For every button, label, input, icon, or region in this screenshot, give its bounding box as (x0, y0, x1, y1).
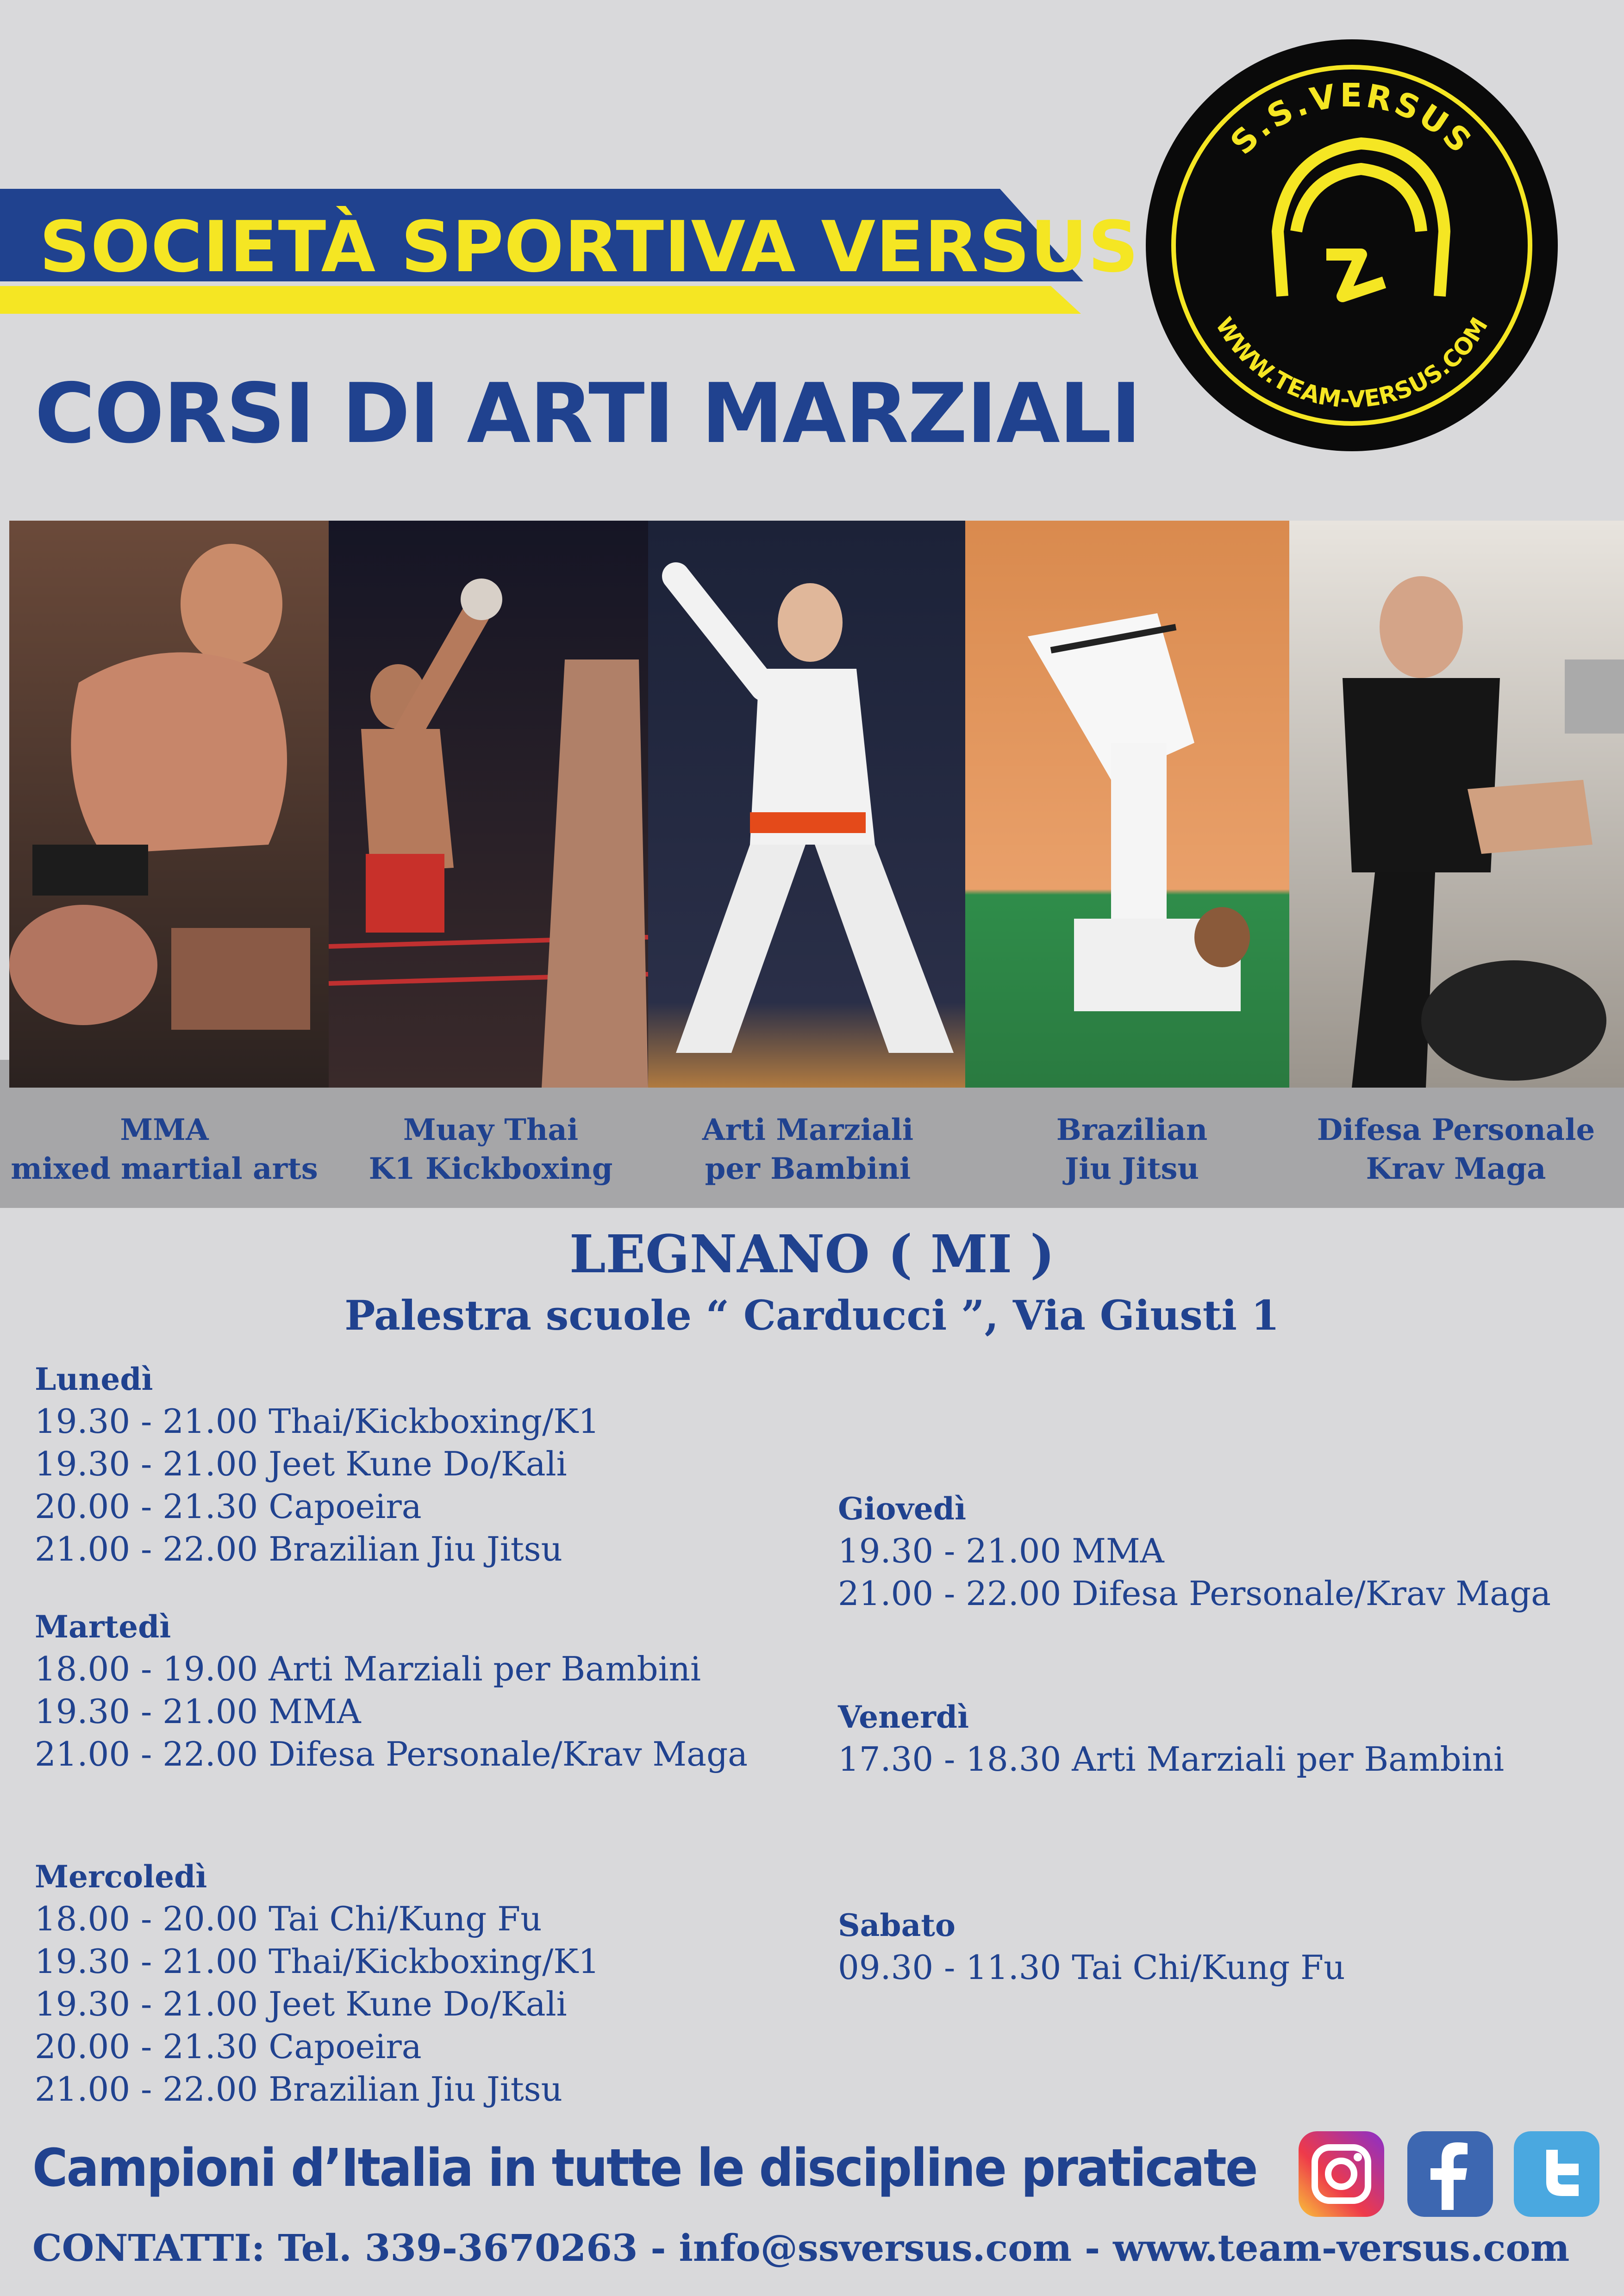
page-title: CORSI DI ARTI MARZIALI (35, 366, 1141, 461)
caption-line: Arti Marziali (702, 1113, 914, 1147)
time-slot: 21.00 - 22.00 Brazilian Jiu Jitsu (35, 1530, 562, 1568)
photo-strip (9, 521, 1624, 1088)
schedule-sabato (838, 1904, 1345, 1989)
day-name: Mercoledì (35, 1859, 207, 1895)
versus-logo (1143, 37, 1560, 454)
slogan: Campioni d’Italia in tutte le discipline praticate (32, 2138, 1257, 2198)
day-name: Giovedì (838, 1491, 967, 1527)
caption-mma (2, 1111, 326, 1188)
instagram-icon[interactable] (1299, 2131, 1384, 2217)
time-slot: 18.00 - 20.00 Tai Chi/Kung Fu (35, 1899, 542, 1938)
schedule-mercoledi (35, 1856, 600, 2110)
time-slot: 19.30 - 21.00 Thai/Kickboxing/K1 (35, 1942, 600, 1981)
logo-bottom-text: WWW.TEAM-VERSUS.COM (1210, 312, 1493, 413)
caption-line: per Bambini (705, 1151, 911, 1186)
day-name: Sabato (838, 1907, 956, 1943)
time-slot: 21.00 - 22.00 Brazilian Jiu Jitsu (35, 2070, 562, 2109)
time-slot: 20.00 - 21.30 Capoeira (35, 1487, 422, 1526)
photo-mma (9, 521, 329, 1088)
banner-title: SOCIETÀ SPORTIVA VERSUS (39, 206, 1139, 288)
time-slot: 19.30 - 21.00 MMA (838, 1531, 1164, 1570)
time-slot: 21.00 - 22.00 Difesa Personale/Krav Maga (838, 1574, 1551, 1613)
caption-line: Muay Thai (403, 1113, 579, 1147)
photo-bjj (965, 521, 1289, 1088)
caption-krav-maga (1294, 1111, 1618, 1188)
time-slot: 18.00 - 19.00 Arti Marziali per Bambini (35, 1649, 701, 1688)
contacts-line: CONTATTI: Tel. 339-3670263 - info@ssversus.com - www.team-versus.com (32, 2226, 1570, 2270)
photo-krav-maga (1289, 521, 1624, 1088)
time-slot: 17.30 - 18.30 Arti Marziali per Bambini (838, 1740, 1505, 1779)
time-slot: 21.00 - 22.00 Difesa Personale/Krav Maga (35, 1735, 748, 1773)
caption-muay-thai (329, 1111, 653, 1188)
time-slot: 19.30 - 21.00 MMA (35, 1692, 361, 1731)
twitter-icon[interactable] (1514, 2131, 1599, 2217)
time-slot: 20.00 - 21.30 Capoeira (35, 2027, 422, 2066)
time-slot: 09.30 - 11.30 Tai Chi/Kung Fu (838, 1948, 1345, 1987)
schedule-giovedi (838, 1488, 1551, 1615)
time-slot: 19.30 - 21.00 Jeet Kune Do/Kali (35, 1985, 567, 2023)
time-slot: 19.30 - 21.00 Thai/Kickboxing/K1 (35, 1402, 600, 1441)
logo-top-text: S.S.VERSUS (1223, 76, 1481, 162)
schedule-venerdi (838, 1696, 1504, 1780)
location-address: Palestra scuole “ Carducci ”, Via Giusti 1 (344, 1291, 1280, 1339)
day-name: Lunedì (35, 1361, 153, 1397)
day-name: Venerdì (838, 1699, 969, 1735)
caption-line: Brazilian (1056, 1113, 1208, 1147)
schedule-martedi (35, 1606, 748, 1775)
schedule-lunedi (35, 1358, 600, 1570)
photo-kids (648, 521, 965, 1088)
caption-line: MMA (120, 1113, 209, 1147)
caption-line: Difesa Personale (1317, 1113, 1595, 1147)
facebook-icon[interactable] (1407, 2131, 1493, 2217)
caption-line: mixed martial arts (11, 1151, 318, 1186)
caption-line: Jiu Jitsu (1064, 1151, 1199, 1186)
caption-line: K1 Kickboxing (369, 1151, 613, 1186)
caption-kids (646, 1111, 970, 1188)
day-name: Martedì (35, 1609, 171, 1645)
time-slot: 19.30 - 21.00 Jeet Kune Do/Kali (35, 1444, 567, 1483)
caption-bjj (970, 1111, 1294, 1188)
location-city: LEGNANO ( MI ) (569, 1224, 1055, 1285)
caption-line: Krav Maga (1366, 1151, 1546, 1186)
photo-muay-thai (329, 521, 648, 1088)
